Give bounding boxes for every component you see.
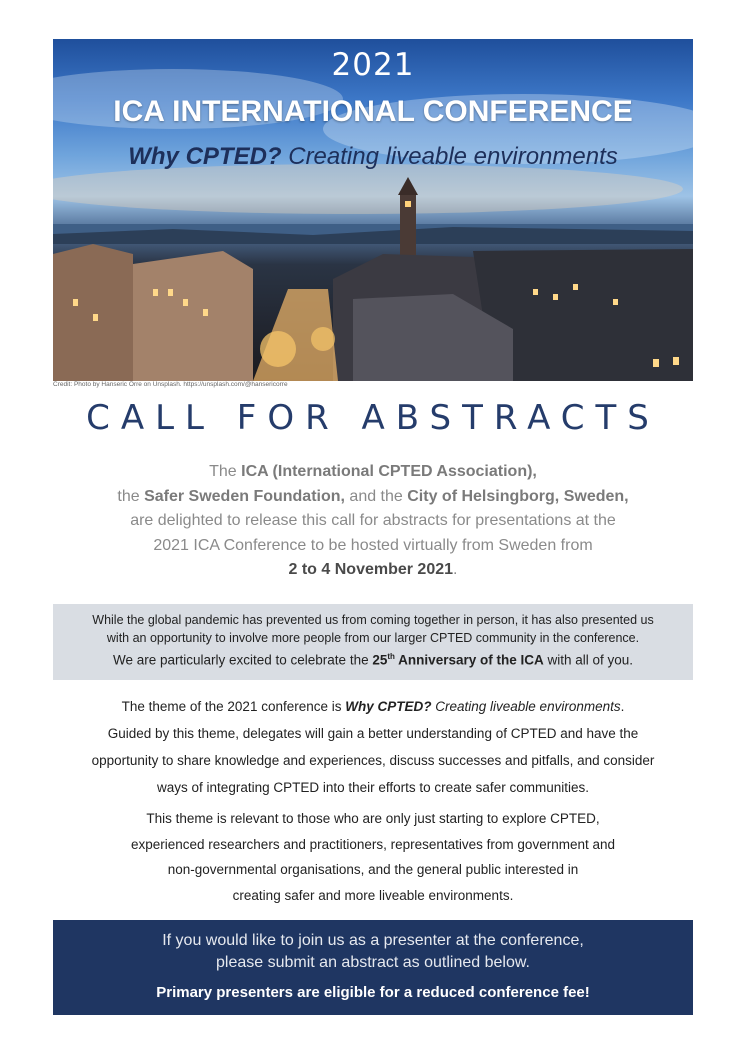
intro-text: the — [117, 487, 145, 505]
note-text: with all of you. — [543, 652, 634, 668]
relevance-text: non-governmental organisations, and the general public interested in — [167, 862, 579, 877]
presenter-cta-box — [53, 920, 693, 1015]
cta-fee-note: Primary presenters are eligible for a reduced conference fee! — [156, 984, 590, 1001]
theme-text: The theme of the 2021 conference is — [121, 699, 346, 714]
conference-year: 2021 — [331, 47, 415, 83]
theme-paragraph — [53, 693, 693, 801]
conference-title: ICA INTERNATIONAL CONFERENCE — [113, 95, 633, 128]
theme-text: opportunity to share knowledge and experiences, discuss successes and pitfalls, and consider — [91, 753, 655, 768]
relevance-text: This theme is relevant to those who are only just starting to explore CPTED, — [146, 811, 600, 826]
hero-banner — [53, 39, 693, 381]
intro-text: . — [453, 561, 458, 578]
intro-ica: ICA (International CPTED Association), — [241, 463, 537, 480]
photo-credit: Credit: Photo by Hanseric Orre on Unsplash. https://unsplash.com/@hansericorre — [53, 381, 288, 388]
anniversary-text: Anniversary of the ICA — [394, 652, 544, 668]
intro-text: are delighted to release this call for abstracts for presentations at the — [130, 512, 616, 529]
theme-italic: Creating liveable environments — [431, 699, 621, 714]
theme-text: . — [620, 699, 625, 714]
relevance-text: experienced researchers and practitioners, representatives from government and — [130, 836, 615, 852]
cta-text: If you would like to join us as a presenter at the conference, — [162, 932, 584, 949]
subtitle-rest: Creating liveable environments — [281, 143, 618, 170]
intro-text: and the — [344, 487, 408, 505]
theme-text: ways of integrating CPTED into their efforts to create safer communities. — [157, 780, 589, 795]
note-text: We are particularly excited to celebrate the — [112, 652, 373, 668]
conference-dates: 2 to 4 November 2021 — [288, 561, 454, 578]
cta-text: please submit an abstract as outlined below. — [216, 954, 530, 971]
intro-safer-sweden: Safer Sweden Foundation, — [144, 487, 345, 505]
anniversary-ordinal: th — [387, 652, 395, 661]
pandemic-note-box — [53, 604, 693, 680]
relevance-paragraph — [53, 806, 693, 908]
note-text: with an opportunity to involve more people from our larger CPTED community in the conference. — [106, 631, 640, 645]
conference-subtitle — [53, 143, 693, 171]
intro-text: 2021 ICA Conference to be hosted virtually from Sweden from — [153, 536, 593, 554]
note-text: While the global pandemic has prevented us from coming together in person, it has also presented us — [92, 613, 654, 627]
city-photo — [53, 39, 693, 381]
theme-text: Guided by this theme, delegates will gain a better understanding of CPTED and have the — [107, 726, 639, 741]
intro-text: The — [209, 463, 242, 480]
theme-bold: Why CPTED? — [345, 699, 432, 714]
intro-helsingborg: City of Helsingborg, Sweden, — [407, 487, 629, 505]
subtitle-bold: Why CPTED? — [128, 143, 282, 170]
page-heading: CALL FOR ABSTRACTS — [86, 398, 660, 438]
relevance-text: creating safer and more liveable environments. — [232, 887, 514, 903]
anniversary-number: 25 — [372, 652, 388, 668]
intro-paragraph — [53, 460, 693, 583]
